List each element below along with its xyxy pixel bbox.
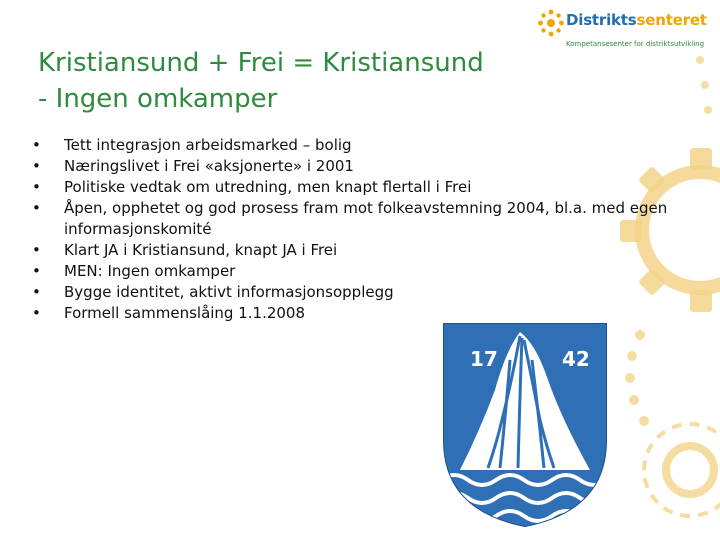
crest-right-number: 42 xyxy=(562,347,590,371)
bullet-item xyxy=(30,156,680,177)
bullet-item xyxy=(30,198,680,240)
distriktssenteret-logo xyxy=(538,5,708,53)
bullet-item xyxy=(30,177,680,198)
bullet-text: Politiske vedtak om utredning, men knapt flertall i Frei xyxy=(64,178,472,196)
title-line-2: - Ingen omkamper xyxy=(38,84,278,114)
logo-tagline: Kompetansesenter for distriktsutvikling xyxy=(566,40,705,48)
bullet-text: Formell sammenslåing 1.1.2008 xyxy=(64,304,306,322)
slide-title xyxy=(38,45,518,117)
bullet-text: Klart JA i Kristiansund, knapt JA i Frei xyxy=(64,241,338,259)
bullet-text: i Frei «aksjonerte» i 2001 xyxy=(159,157,354,175)
bullet-bold-text: Næringslivet xyxy=(64,157,160,175)
sun-icon xyxy=(538,9,566,39)
bullet-item xyxy=(30,282,680,303)
title-line-1: Kristiansund + Frei = Kristiansund xyxy=(38,48,484,78)
bullet-item xyxy=(30,261,680,282)
bullet-text: Åpen, opphetet og god prosess fram mot folkeavstemning 2004, bl.a. med egen informasjonskomité xyxy=(64,199,668,238)
crest-left-number: 17 xyxy=(470,347,498,371)
logo-word-part1: Distrikts xyxy=(566,11,637,29)
bullet-text: Bygge identitet, aktivt informasjonsopplegg xyxy=(64,283,394,301)
bullet-list xyxy=(30,135,680,324)
bullet-item xyxy=(30,240,680,261)
kristiansund-coat-of-arms xyxy=(440,320,610,530)
bullet-item xyxy=(30,135,680,156)
bullet-text: Tett integrasjon arbeidsmarked – bolig xyxy=(64,136,352,154)
logo-wordmark xyxy=(566,11,707,29)
logo-word-part2: senteret xyxy=(636,11,707,29)
bullet-text: MEN: Ingen omkamper xyxy=(64,262,236,280)
